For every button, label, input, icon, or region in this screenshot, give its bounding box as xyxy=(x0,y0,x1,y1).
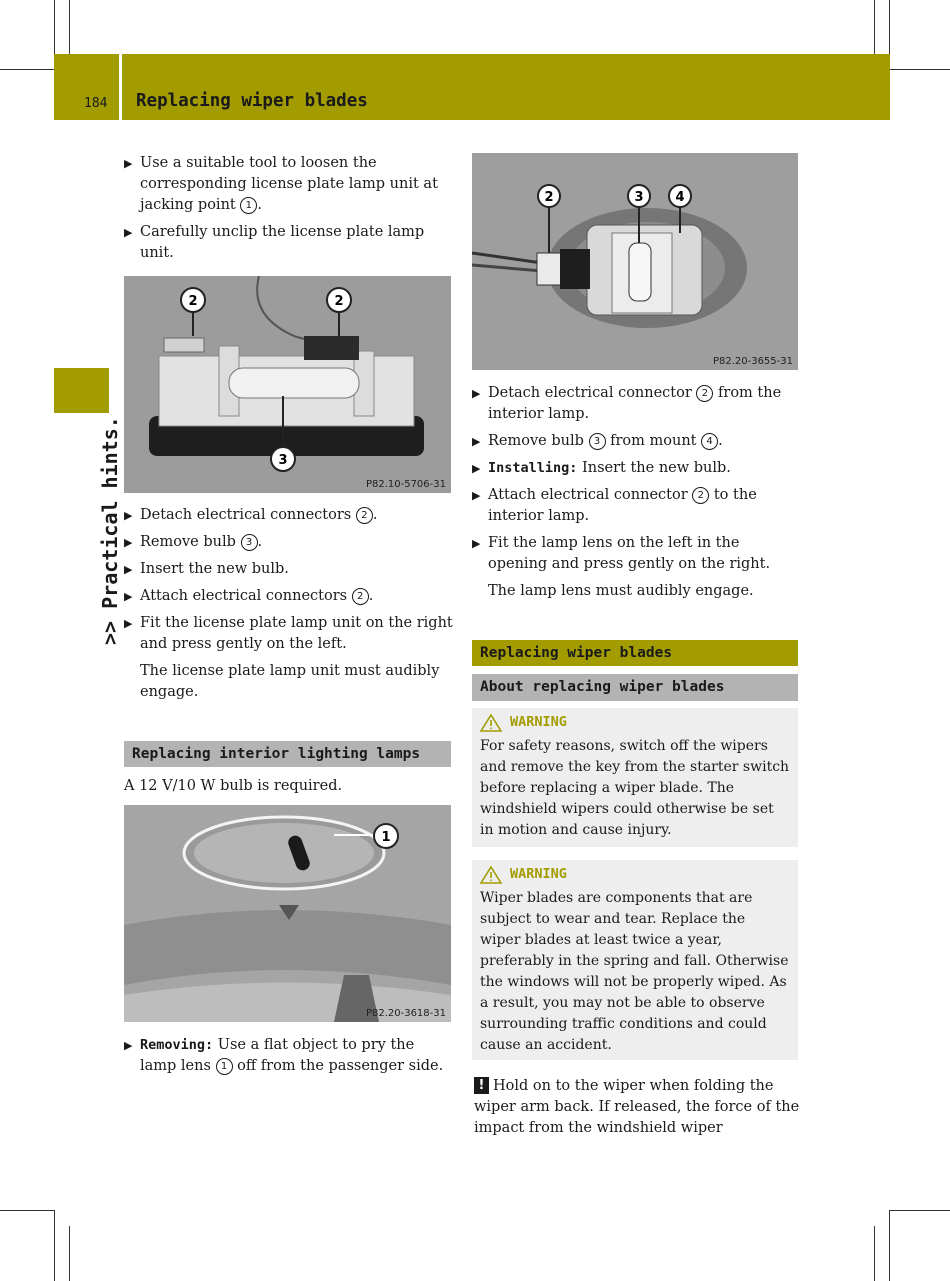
figure-code: P82.10-5706-31 xyxy=(365,479,446,490)
figure3-callout: 2 xyxy=(544,190,554,205)
callout-number: 2 xyxy=(352,588,369,605)
callout-number: 2 xyxy=(356,507,373,524)
right-steps xyxy=(472,383,802,608)
step-attach-connectors: ▶ Attach electrical connectors 2 . xyxy=(124,586,454,607)
warning-label: WARNING xyxy=(510,866,567,882)
crop-mark xyxy=(54,1210,55,1281)
crop-mark xyxy=(54,0,55,54)
step-fit-lamp-lens: ▶ Fit the lamp lens on the left in the opening and press gently on the right. xyxy=(472,533,802,575)
crop-mark xyxy=(0,69,54,70)
warning-box-safety xyxy=(472,708,798,847)
figure1-callout: 2 xyxy=(334,294,344,309)
callout-number: 2 xyxy=(696,385,713,402)
warning-label: WARNING xyxy=(510,714,567,730)
warning-text: Wiper blades are components that are subject to wear and tear. Replace the wiper blades at least twice a year, preferably in the spring and fall. Otherwise the windows will not be properly wiped. As a result, you may not be able to observe surrounding traffic conditions and could cause an accident. xyxy=(480,890,789,1053)
crop-mark xyxy=(874,0,875,54)
callout-number: 1 xyxy=(216,1058,233,1075)
step-loosen-lamp: ▶ Use a suitable tool to loosen the corresponding license plate lamp unit at jacking point 1 . xyxy=(124,153,454,216)
figure-license-plate-lamp xyxy=(124,276,451,493)
step-remove-bulb: ▶ Remove bulb 3 . xyxy=(124,532,454,553)
warning-box-wear xyxy=(472,860,798,1060)
warning-text: For safety reasons, switch off the wipers and remove the key from the starter switch before replacing a wiper blade. The windshield wipers could otherwise be set in motion and cause injury. xyxy=(480,738,790,838)
left-steps-mid xyxy=(124,505,454,709)
crop-mark xyxy=(69,0,70,54)
step-detach-connector: ▶ Detach electrical connector 2 from the interior lamp. xyxy=(472,383,802,425)
step-attach-connector: ▶ Attach electrical connector 2 to the interior lamp. xyxy=(472,485,802,527)
step-removing-lens: ▶ Removing: Use a flat object to pry the lamp lens 1 off from the passenger side. xyxy=(124,1035,454,1077)
crop-mark xyxy=(874,1226,875,1281)
step-unclip-lamp: ▶ Carefully unclip the license plate lamp unit. xyxy=(124,222,454,264)
notice-wiper-arm xyxy=(474,1076,802,1139)
license-plate-lamp-illustration xyxy=(124,276,451,493)
warning-header xyxy=(480,864,790,885)
subsection-heading-about-wiper-blades: About replacing wiper blades xyxy=(472,674,798,701)
page-number-box xyxy=(54,54,122,120)
crop-mark xyxy=(890,1210,950,1211)
crop-mark xyxy=(0,1210,54,1211)
step-fit-lamp-unit: ▶ Fit the license plate lamp unit on the right and press gently on the left. xyxy=(124,613,454,655)
figure2-callout: 1 xyxy=(381,830,391,845)
page-number: 184 xyxy=(84,96,108,111)
figure1-callout: 2 xyxy=(188,294,198,309)
left-steps-bottom xyxy=(124,1035,454,1083)
interior-lamp-illustration xyxy=(124,805,451,1022)
side-tab-text: >> Practical hints. xyxy=(98,416,122,645)
side-tab-marker xyxy=(54,368,109,413)
figure-code: P82.20-3618-31 xyxy=(365,1008,446,1019)
lens-engage-note: The lamp lens must audibly engage. xyxy=(488,583,754,599)
step-insert-bulb: ▶ Insert the new bulb. xyxy=(124,559,454,580)
lamp-detail-illustration xyxy=(472,153,798,370)
callout-number: 3 xyxy=(589,433,606,450)
figure-interior-lamp-detail xyxy=(472,153,798,370)
page-title: Replacing wiper blades xyxy=(136,91,368,111)
crop-mark xyxy=(890,69,950,70)
notice-text: Hold on to the wiper when folding the wiper arm back. If released, the force of the impact from the windshield wiper xyxy=(474,1078,800,1136)
step-remove-bulb-mount: ▶ Remove bulb 3 from mount 4 . xyxy=(472,431,802,452)
step-detach-connectors: ▶ Detach electrical connectors 2 . xyxy=(124,505,454,526)
left-steps-top xyxy=(124,153,454,270)
warning-header xyxy=(480,712,790,733)
crop-mark xyxy=(889,0,890,54)
bulb-requirement: A 12 V/10 W bulb is required. xyxy=(124,778,343,794)
page-header xyxy=(54,54,890,120)
section-heading-wiper-blades: Replacing wiper blades xyxy=(472,640,798,666)
crop-mark xyxy=(69,1226,70,1281)
step-installing: ▶ Installing: Insert the new bulb. xyxy=(472,458,802,479)
figure3-callout: 3 xyxy=(634,190,644,205)
figure3-callout: 4 xyxy=(675,190,685,205)
notice-exclamation-icon: ! xyxy=(474,1077,489,1094)
figure1-callout: 3 xyxy=(278,453,288,468)
lamp-engage-note: The license plate lamp unit must audibly engage. xyxy=(140,663,440,700)
callout-number: 3 xyxy=(241,534,258,551)
callout-number: 2 xyxy=(692,487,709,504)
figure-interior-lamp xyxy=(124,805,451,1022)
warning-triangle-icon xyxy=(480,714,502,732)
figure-code: P82.20-3655-31 xyxy=(712,356,793,367)
warning-triangle-icon xyxy=(480,866,502,884)
callout-number: 1 xyxy=(240,197,257,214)
crop-mark xyxy=(889,1210,890,1281)
callout-number: 4 xyxy=(701,433,718,450)
section-heading-interior-lamps: Replacing interior lighting lamps xyxy=(124,741,451,767)
